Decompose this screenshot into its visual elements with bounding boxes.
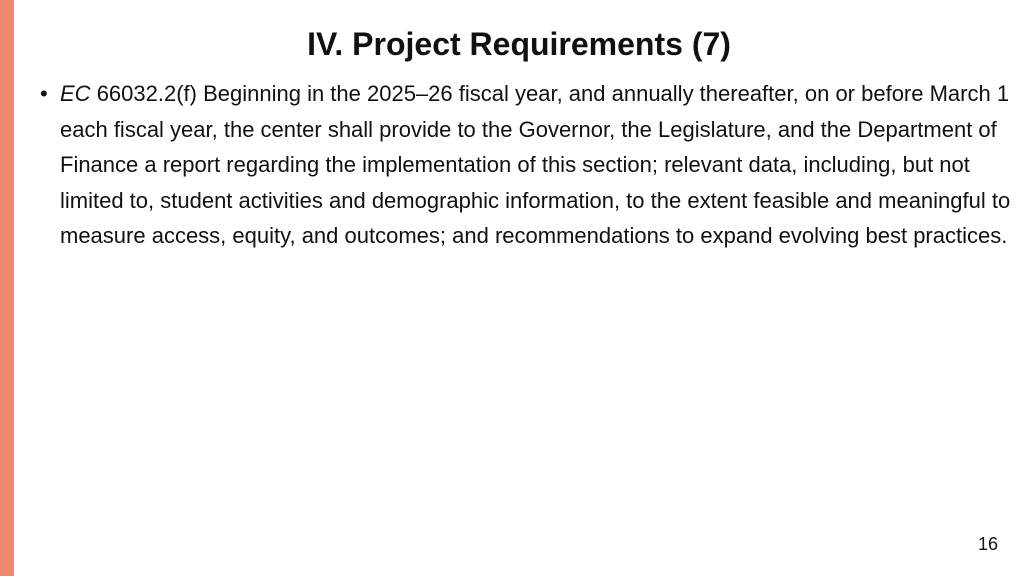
bullet-text: 66032.2(f) Beginning in the 2025–26 fiscal year, and annually thereafter, on or before March 1 each fiscal year, the center shall provide to the Governor, the Legislature, and the Department of Finance a report regarding the implementation of this section; relevant data, including, but not limited to, student activities and demographic information, to the extent feasible and meaningful to measure access, equity, and outcomes; and recommendations to expand evolving best practices.: [60, 81, 1011, 248]
page-number: 16: [977, 534, 998, 554]
bullet-item: [40, 76, 1015, 254]
slide-title: IV. Project Requirements (7): [307, 26, 731, 62]
code-reference: EC: [60, 81, 91, 106]
slide-content: [40, 76, 1015, 254]
accent-bar: [0, 0, 14, 576]
bullet-icon: •: [40, 81, 48, 106]
